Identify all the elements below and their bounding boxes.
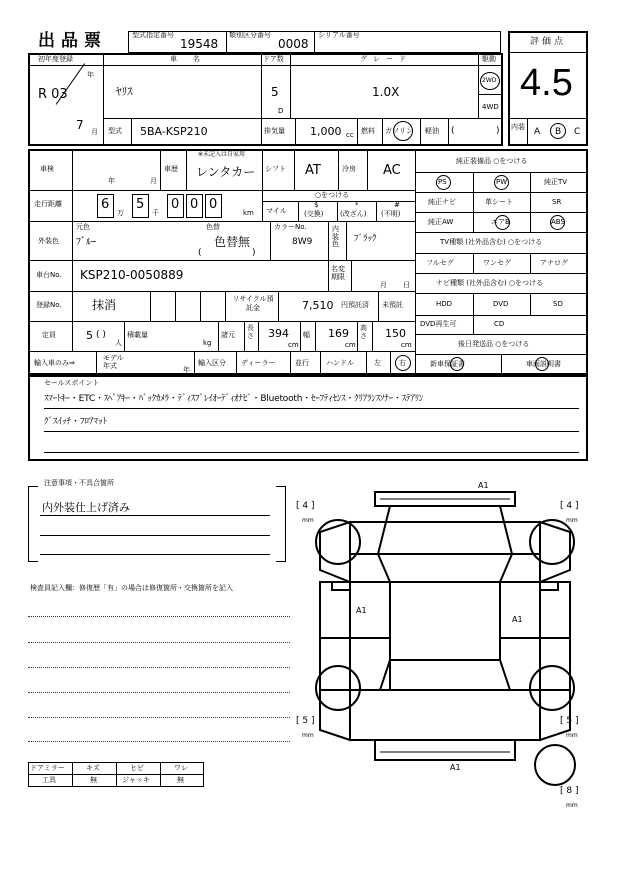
interior-color-label: 内装色 [332, 225, 339, 249]
cc-unit: cc [346, 131, 354, 139]
inspection-label: 車検 [40, 165, 54, 173]
drive-2wd: 2WD [482, 77, 497, 84]
tv-type-header: TV種類 (社外品含む) ○をつける [440, 238, 543, 246]
notes-label: 注意事項・不具合箇所 [44, 479, 114, 487]
equip-ps: PS [438, 178, 447, 186]
capacity-value: 5 [86, 329, 93, 342]
car-name-label: 車名 [170, 55, 216, 63]
history-value: レンタカー [196, 165, 256, 179]
km-unit: km [243, 209, 254, 217]
car-name-value: ﾔﾘｽ [116, 85, 133, 98]
legend-tools: 工具 [42, 776, 56, 784]
dimensions-label: 諸元 [221, 331, 235, 339]
mileage-label: 走行距離 [34, 200, 62, 208]
mileage-digit-2: 5 [136, 197, 145, 212]
tire-front-left-unit: mm [302, 517, 314, 524]
door-type: D [278, 107, 284, 115]
legend-header-break: ワレ [174, 764, 188, 772]
equip-airbag-circle [495, 215, 510, 230]
damage-mark-right-door: A1 [512, 615, 523, 624]
grade-label: グレード [360, 55, 412, 63]
equip-airbag: エアB [491, 218, 510, 226]
repaint-value: 色替無 [214, 235, 251, 249]
handle-right: 右 [399, 359, 406, 367]
tamper-symbol: * [355, 201, 359, 209]
tire-front-left-depth: [ 4 ] [296, 501, 315, 511]
handle-right-circle [395, 355, 411, 371]
tire-rear-right-unit: mm [566, 732, 578, 739]
displacement-value: 1,000 [310, 125, 342, 138]
inspector-note-label: 検査員記入欄：修復歴「有」の場合は修復箇所・交換箇所を記入 [30, 584, 233, 592]
recycle-deposit-unit: 円預託済 [341, 301, 369, 309]
equip-leather: 革シート [485, 198, 513, 206]
equip-sr: SR [552, 198, 562, 206]
interior-label: 内装 [511, 123, 525, 131]
interior-grade-b: B [555, 127, 562, 137]
equipment-header: 純正装備品 ○をつける [456, 157, 528, 165]
recycle-deposit-value: 7,510 [302, 299, 334, 312]
load-capacity-label: 積載量 [127, 331, 148, 339]
equip-aw: 純正AW [428, 218, 454, 226]
tire-rear-left-depth: [ 5 ] [296, 716, 315, 726]
doors-value: 5 [271, 85, 279, 99]
width-value: 169 [328, 327, 349, 340]
score-label: 評価点 [530, 37, 567, 47]
model-value: 5BA-KSP210 [140, 125, 208, 138]
capacity-unit: 人 [115, 339, 122, 347]
registration-value: 抹消 [92, 298, 117, 312]
color-number-value: 8W9 [292, 237, 313, 247]
exterior-color-label: 外装色 [38, 237, 59, 245]
mileage-digit-1: 6 [101, 197, 110, 212]
shift-label: シフト [265, 165, 286, 173]
navi-hdd: HDD [436, 300, 453, 308]
mile-label: マイル [266, 207, 287, 215]
spare-tire-unit: mm [566, 802, 578, 809]
mileage-circle-note: ○をつける [315, 191, 350, 199]
legend-header-mirror: ドアミラー [30, 764, 65, 772]
score-value: 4.5 [520, 62, 573, 104]
manual-circle [535, 357, 549, 371]
model-label: 型式 [108, 127, 122, 135]
unknown-label: (不明) [381, 210, 401, 218]
legend-jack: ジャッキ [122, 776, 150, 784]
sales-points-line2: ｸﾞｽｲｯﾁ・ﾌﾛｱﾏｯﾄ [44, 417, 108, 427]
first-registration-month: 7 [76, 118, 84, 132]
sales-points-label: セールスポイント [44, 379, 100, 387]
history-note: ※未記入は自家用 [198, 151, 246, 158]
mileage-digit-5: 0 [209, 197, 218, 212]
vehicle-damage-diagram [290, 470, 600, 820]
dvd-playback-label: DVD再生可 [420, 320, 457, 328]
name-change-month-unit: 月 [380, 281, 387, 289]
repaint-label: 色替 [206, 223, 220, 231]
equip-pw: PW [496, 178, 508, 186]
exchange-label: (交換) [304, 210, 324, 218]
first-registration-label: 初年度登録 [38, 55, 73, 63]
name-change-day-unit: 日 [403, 281, 410, 289]
history-label: 車歴 [164, 165, 178, 173]
interior-grade-c: C [574, 127, 581, 137]
tire-rear-right-depth: [ 5 ] [560, 716, 579, 726]
ac-value: AC [383, 163, 401, 178]
mileage-digit-4: 0 [190, 197, 199, 212]
notes-value: 内外装仕上げ済み [42, 501, 130, 514]
original-color-label: 元色 [76, 223, 90, 231]
form-title: 出品票 [38, 31, 107, 51]
interior-color-value: ﾌﾞﾗｯｸ [354, 234, 377, 244]
registration-label: 登録No. [36, 301, 62, 309]
legend-header-crack: ヒビ [130, 764, 144, 772]
height-value: 150 [385, 327, 406, 340]
type-number-value: 19548 [180, 37, 219, 51]
sales-points-box [28, 375, 588, 461]
equip-tv: 純正TV [544, 178, 568, 186]
grade-value: 1.0X [372, 85, 400, 99]
recycle-unpaid-label: 未預託 [382, 301, 403, 309]
width-cm-unit: cm [345, 341, 356, 349]
legend-jack-value: 無 [177, 776, 184, 784]
tire-front-right-unit: mm [566, 517, 578, 524]
height-cm-unit: cm [401, 341, 412, 349]
doors-label: ドア数 [263, 55, 284, 63]
drive-label: 駆動 [482, 55, 496, 63]
color-number-label: カラーNo. [274, 223, 307, 231]
navi-dvd: DVD [493, 300, 509, 308]
chassis-number-value: KSP210-0050889 [80, 268, 184, 282]
repaint-paren-open: ( [198, 248, 202, 258]
capacity-paren: ( ) [96, 330, 106, 340]
later-shipping-header: 後日発送品 ○をつける [458, 340, 530, 348]
legend-tools-value: 無 [90, 776, 97, 784]
spare-tire-depth: [ 8 ] [560, 786, 579, 796]
import-dealer: ディーラー [241, 359, 276, 367]
capacity-label: 定員 [42, 331, 56, 339]
height-label: 高さ [360, 324, 367, 340]
equip-abs: ABS [551, 218, 565, 226]
handle-label: ハンドル [326, 359, 354, 367]
year-unit: 年 [87, 71, 94, 79]
type-number-label: 型式指定番号 [132, 31, 174, 39]
tire-front-right-depth: [ 4 ] [560, 501, 579, 511]
cd-label: CD [494, 320, 505, 328]
tv-fullseg: フルセグ [426, 259, 454, 267]
displacement-label: 排気量 [264, 127, 285, 135]
inspection-year-unit: 年 [108, 177, 115, 185]
drive-4wd: 4WD [482, 103, 499, 111]
interior-grade-a: A [534, 127, 541, 137]
shift-value: AT [305, 163, 321, 178]
name-change-deadline-label: 名変期限 [331, 265, 345, 282]
fuel-bracket-open: ( [451, 126, 455, 136]
fuel-diesel: 軽油 [425, 127, 439, 135]
import-category-label: 輸入区分 [198, 359, 226, 367]
mileage-digit-3: 0 [171, 197, 180, 212]
legend-header-scratch: キズ [86, 764, 100, 772]
category-number-label: 類別区分番号 [229, 31, 271, 39]
fuel-gasoline-circle [393, 121, 413, 141]
fuel-bracket-close: ) [496, 126, 500, 136]
vehicle-manual: 車両説明書 [526, 360, 561, 368]
handle-left: 左 [374, 359, 381, 367]
tamper-label: (改ざん) [340, 210, 367, 218]
fuel-label: 燃料 [361, 127, 375, 135]
ac-label: 冷房 [342, 165, 356, 173]
drive-2wd-circle [480, 72, 500, 90]
exchange-symbol: $ [314, 201, 319, 209]
new-car-warranty: 新車保証書 [430, 360, 465, 368]
equip-ps-circle [436, 175, 451, 190]
inspection-month-unit: 月 [150, 177, 157, 185]
sales-points-line1: ｽﾏｰﾄｷｰ・ETC・ｽﾍﾟｱｷｰ・ﾊﾞｯｸｶﾒﾗ・ﾃﾞｨｽﾌﾟﾚｲｵｰﾃﾞｨｵﾅﾋﾞ・Bluetooth・ｾｰﾌﾃｨｾﾝｽ・ｸﾘｱﾗﾝｽｿﾅｰ・ｽﾃｱﾘﾝ [44, 394, 424, 404]
warranty-circle [450, 357, 464, 371]
damage-mark-front-bumper: A1 [478, 481, 489, 490]
load-unit: kg [203, 339, 212, 347]
interior-grade-selected-circle [550, 123, 566, 139]
equip-navi: 純正ナビ [428, 198, 456, 206]
length-cm-unit: cm [288, 341, 299, 349]
serial-number-label: シリアル番号 [318, 31, 360, 39]
tv-oneseg: ワンセグ [483, 259, 511, 267]
mileage-man-unit: 万 [117, 209, 124, 217]
import-parallel: 並行 [295, 359, 309, 367]
navi-type-header: ナビ種類 (社外品含む) ○をつける [436, 279, 544, 287]
repaint-paren-close: ) [252, 248, 256, 258]
width-label: 幅 [303, 331, 310, 339]
unknown-symbol: # [394, 201, 400, 209]
month-unit: 月 [91, 128, 98, 136]
import-only-label: 輸入車のみ⇒ [34, 359, 75, 367]
first-registration-era: R 03 [38, 87, 68, 102]
tv-analog: アナログ [540, 259, 568, 267]
tire-rear-left-unit: mm [302, 732, 314, 739]
category-number-value: 0008 [278, 37, 309, 51]
original-color-value: ﾌﾞﾙｰ [76, 237, 96, 248]
damage-mark-rear-bumper: A1 [450, 763, 461, 772]
chassis-number-label: 車台No. [36, 271, 62, 279]
navi-sd: SD [553, 300, 563, 308]
model-year-label: モデル年式 [103, 354, 124, 371]
damage-mark-left-door: A1 [356, 606, 367, 615]
length-label: 長さ [247, 324, 254, 340]
length-value: 394 [268, 327, 289, 340]
recycle-deposit-label: リサイクル預託金 [232, 295, 274, 313]
equip-pw-circle [494, 175, 509, 190]
equip-abs-circle [550, 215, 565, 230]
fuel-gasoline: ガソリン [385, 127, 413, 135]
model-year-unit: 年 [183, 366, 190, 374]
mileage-sen-unit: 千 [152, 209, 159, 217]
